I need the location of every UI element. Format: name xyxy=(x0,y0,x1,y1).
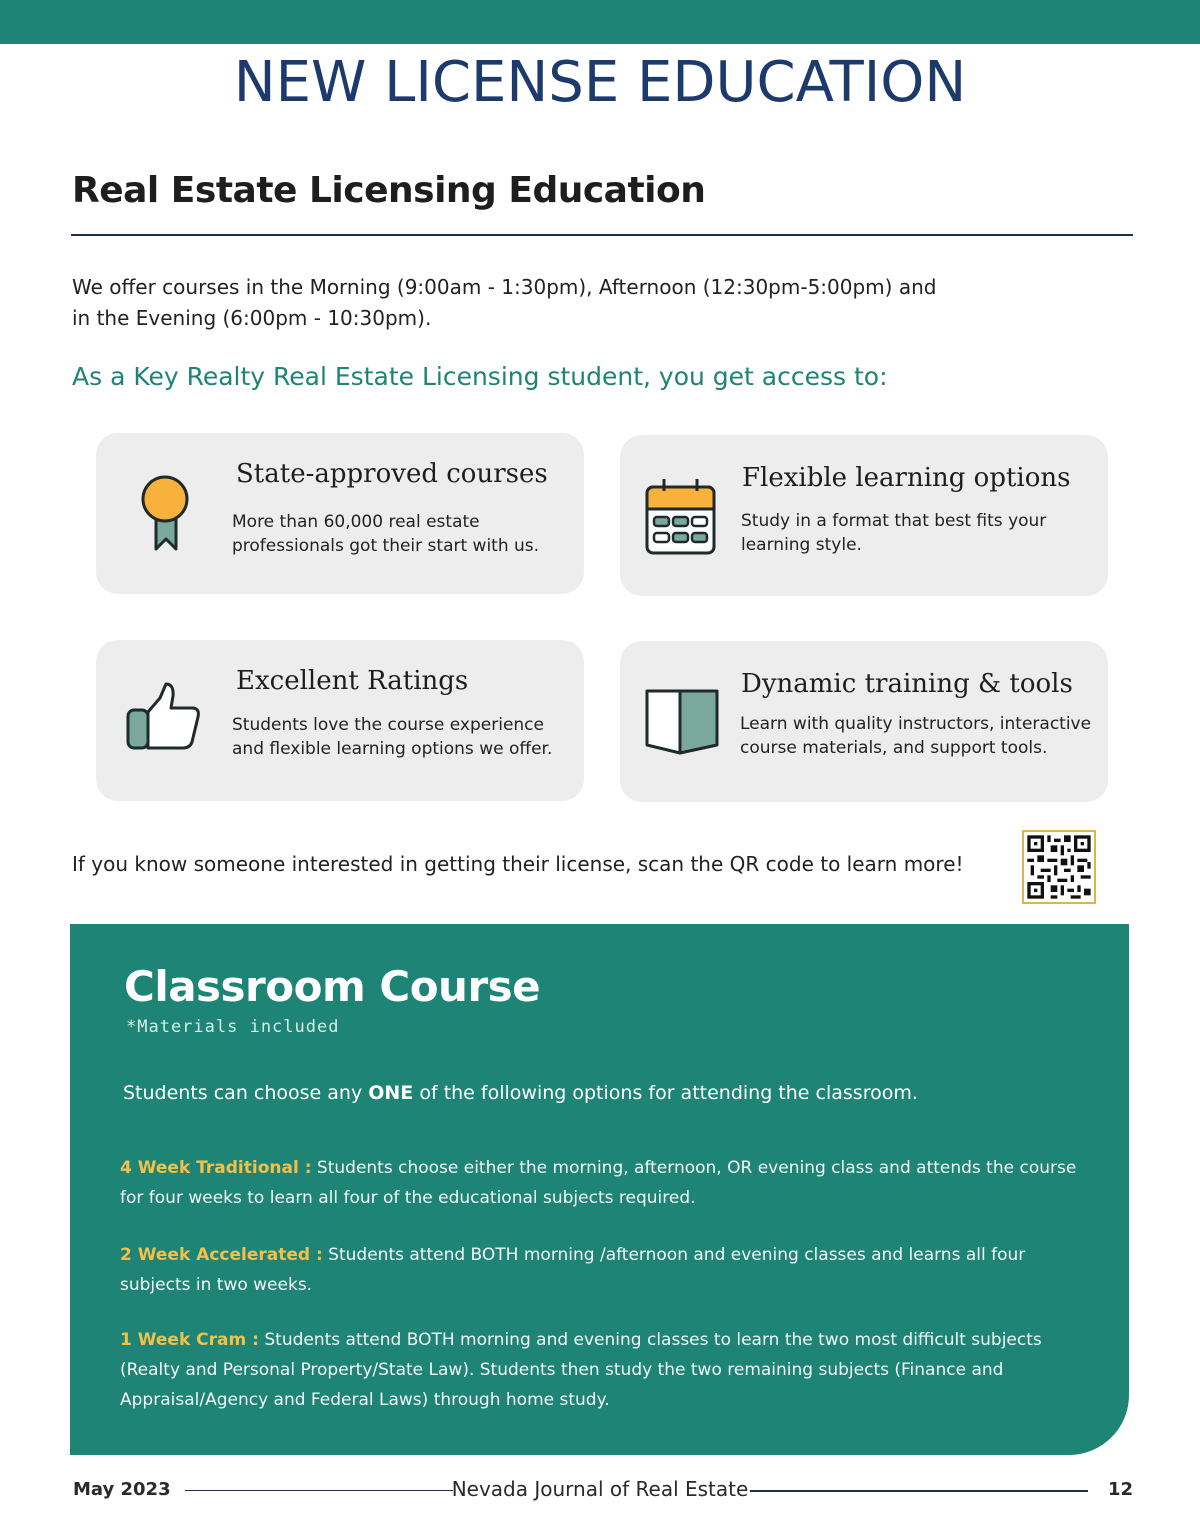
card-text-line1: Learn with quality instructors, interactive xyxy=(740,714,1092,734)
card-text-line2: and flexible learning options we offer. xyxy=(232,739,553,759)
option-label: 4 Week Traditional : xyxy=(120,1158,312,1178)
heading-divider xyxy=(71,234,1133,236)
card-text xyxy=(740,712,1091,760)
classroom-title: Classroom Course xyxy=(124,962,541,1011)
card-dynamic-training xyxy=(620,641,1108,802)
card-text xyxy=(741,509,1046,557)
option-label: 1 Week Cram : xyxy=(120,1330,259,1350)
thumbs-up-icon xyxy=(126,682,202,752)
classroom-intro-start: Students can choose any xyxy=(123,1082,369,1104)
page-title: NEW LICENSE EDUCATION xyxy=(233,50,967,115)
classroom-subtitle: *Materials included xyxy=(126,1017,340,1037)
qr-prompt: If you know someone interested in getting their license, scan the QR code to learn more! xyxy=(72,852,964,876)
card-flexible-learning xyxy=(620,435,1108,596)
classroom-intro-end: of the following options for attending the classroom. xyxy=(413,1082,918,1104)
classroom-intro xyxy=(123,1082,918,1104)
card-title: State-approved courses xyxy=(236,459,548,489)
classroom-course-panel xyxy=(70,924,1129,1455)
card-title: Flexible learning options xyxy=(742,463,1071,493)
access-heading: As a Key Realty Real Estate Licensing student, you get access to: xyxy=(72,362,888,391)
footer-publication: Nevada Journal of Real Estate xyxy=(451,1477,749,1501)
card-text-line1: Study in a format that best fits your xyxy=(741,511,1047,531)
open-book-icon xyxy=(644,687,720,755)
qr-code-icon[interactable] xyxy=(1022,830,1096,904)
footer-date: May 2023 xyxy=(73,1479,171,1500)
section-heading: Real Estate Licensing Education xyxy=(72,170,706,211)
schedule-intro-line2: in the Evening (6:00pm - 10:30pm). xyxy=(72,306,432,330)
option-text: Students attend BOTH morning and evening classes to learn the two most difficult subjects (Realty and Personal Property/State Law). Students then study the two remaining subjects (Finance and Appraisal/Agency and Federal Laws) through home study. xyxy=(120,1330,1042,1410)
top-accent-bar xyxy=(0,0,1200,44)
option-2-week-accelerated xyxy=(120,1240,1080,1300)
card-text-line1: More than 60,000 real estate xyxy=(232,512,480,532)
option-text: Students attend BOTH morning /afternoon and evening classes and learns all four subjects in two weeks. xyxy=(120,1245,1026,1295)
classroom-intro-emphasis: ONE xyxy=(368,1082,414,1104)
card-text-line2: learning style. xyxy=(741,535,862,555)
schedule-intro-line1: We offer courses in the Morning (9:00am - 1:30pm), Afternoon (12:30pm-5:00pm) and xyxy=(72,275,937,299)
ribbon-award-icon xyxy=(138,473,192,553)
schedule-intro xyxy=(72,272,972,334)
card-excellent-ratings xyxy=(96,640,584,801)
option-4-week-traditional xyxy=(120,1153,1080,1213)
option-1-week-cram xyxy=(120,1325,1080,1415)
card-title: Dynamic training & tools xyxy=(741,669,1073,699)
card-title: Excellent Ratings xyxy=(236,666,469,696)
option-label: 2 Week Accelerated : xyxy=(120,1245,323,1265)
calendar-icon xyxy=(644,477,718,557)
footer-divider-right xyxy=(750,1490,1088,1492)
footer-page-number: 12 xyxy=(1108,1479,1134,1500)
card-text-line2: professionals got their start with us. xyxy=(232,536,540,556)
option-text: Students choose either the morning, afternoon, OR evening class and attends the course for four weeks to learn all four of the educational subjects required. xyxy=(120,1158,1077,1208)
card-text-line2: course materials, and support tools. xyxy=(740,738,1048,758)
qr-code-graphic xyxy=(1024,832,1094,902)
card-text xyxy=(232,713,552,761)
card-text xyxy=(232,510,539,558)
card-state-approved-courses xyxy=(96,433,584,594)
card-text-line1: Students love the course experience xyxy=(232,715,544,735)
